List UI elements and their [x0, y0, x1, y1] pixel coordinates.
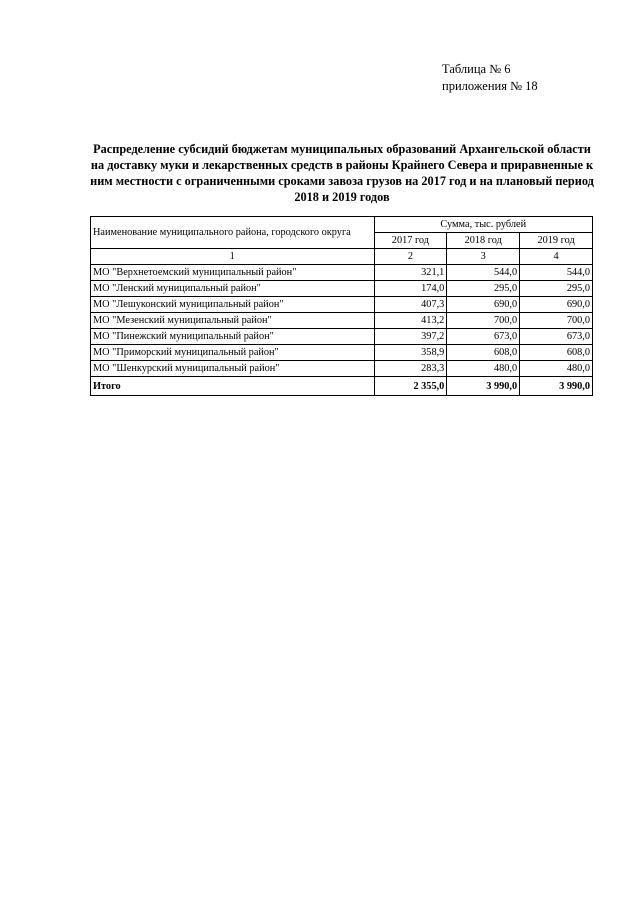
total-2018: 3 990,0 [447, 377, 520, 396]
district-name: МО "Пинежский муниципальный район" [91, 329, 375, 345]
value-2017: 174,0 [374, 281, 447, 297]
value-2019: 295,0 [520, 281, 593, 297]
value-2019: 608,0 [520, 345, 593, 361]
table-row [91, 329, 593, 345]
table-row [91, 345, 593, 361]
column-numbers-row [91, 249, 593, 265]
district-name: МО "Лешуконский муниципальный район" [91, 297, 375, 313]
header-district-name: Наименование муниципального района, городского округа [91, 217, 375, 249]
value-2019: 690,0 [520, 297, 593, 313]
value-2017: 283,3 [374, 361, 447, 377]
table-row [91, 281, 593, 297]
table-row [91, 361, 593, 377]
table-number-label: Таблица № 6 [442, 62, 511, 76]
column-number: 3 [447, 249, 520, 265]
value-2017: 321,1 [374, 265, 447, 281]
table-row [91, 265, 593, 281]
table-header-row [91, 217, 593, 233]
appendix-number-label: приложения № 18 [442, 79, 538, 93]
district-name: МО "Ленский муниципальный район" [91, 281, 375, 297]
total-row [91, 377, 593, 396]
value-2018: 544,0 [447, 265, 520, 281]
header-sum: Сумма, тыс. рублей [374, 217, 592, 233]
value-2017: 407,3 [374, 297, 447, 313]
value-2018: 673,0 [447, 329, 520, 345]
value-2018: 608,0 [447, 345, 520, 361]
column-number: 2 [374, 249, 447, 265]
subsidy-table [90, 216, 593, 396]
header-year-2019: 2019 год [520, 233, 593, 249]
table-row [91, 313, 593, 329]
document-title: Распределение субсидий бюджетам муниципальных образований Архангельской области на доставку муки и лекарственных средств в районы Крайнего Севера и приравненные к ним местности с ограниченными сроками завоза грузов на 2017 год и на плановый период 2018 и 2019 годов [90, 142, 594, 204]
value-2019: 700,0 [520, 313, 593, 329]
total-label: Итого [91, 377, 375, 396]
district-name: МО "Мезенский муниципальный район" [91, 313, 375, 329]
column-number: 4 [520, 249, 593, 265]
appendix-reference [442, 61, 538, 95]
value-2018: 480,0 [447, 361, 520, 377]
value-2019: 480,0 [520, 361, 593, 377]
value-2018: 700,0 [447, 313, 520, 329]
total-2017: 2 355,0 [374, 377, 447, 396]
header-year-2018: 2018 год [447, 233, 520, 249]
value-2018: 690,0 [447, 297, 520, 313]
total-2019: 3 990,0 [520, 377, 593, 396]
header-year-2017: 2017 год [374, 233, 447, 249]
value-2017: 358,9 [374, 345, 447, 361]
district-name: МО "Верхнетоемский муниципальный район" [91, 265, 375, 281]
value-2017: 397,2 [374, 329, 447, 345]
district-name: МО "Приморский муниципальный район" [91, 345, 375, 361]
district-name: МО "Шенкурский муниципальный район" [91, 361, 375, 377]
table-row [91, 297, 593, 313]
value-2019: 673,0 [520, 329, 593, 345]
value-2018: 295,0 [447, 281, 520, 297]
column-number: 1 [91, 249, 375, 265]
value-2017: 413,2 [374, 313, 447, 329]
value-2019: 544,0 [520, 265, 593, 281]
